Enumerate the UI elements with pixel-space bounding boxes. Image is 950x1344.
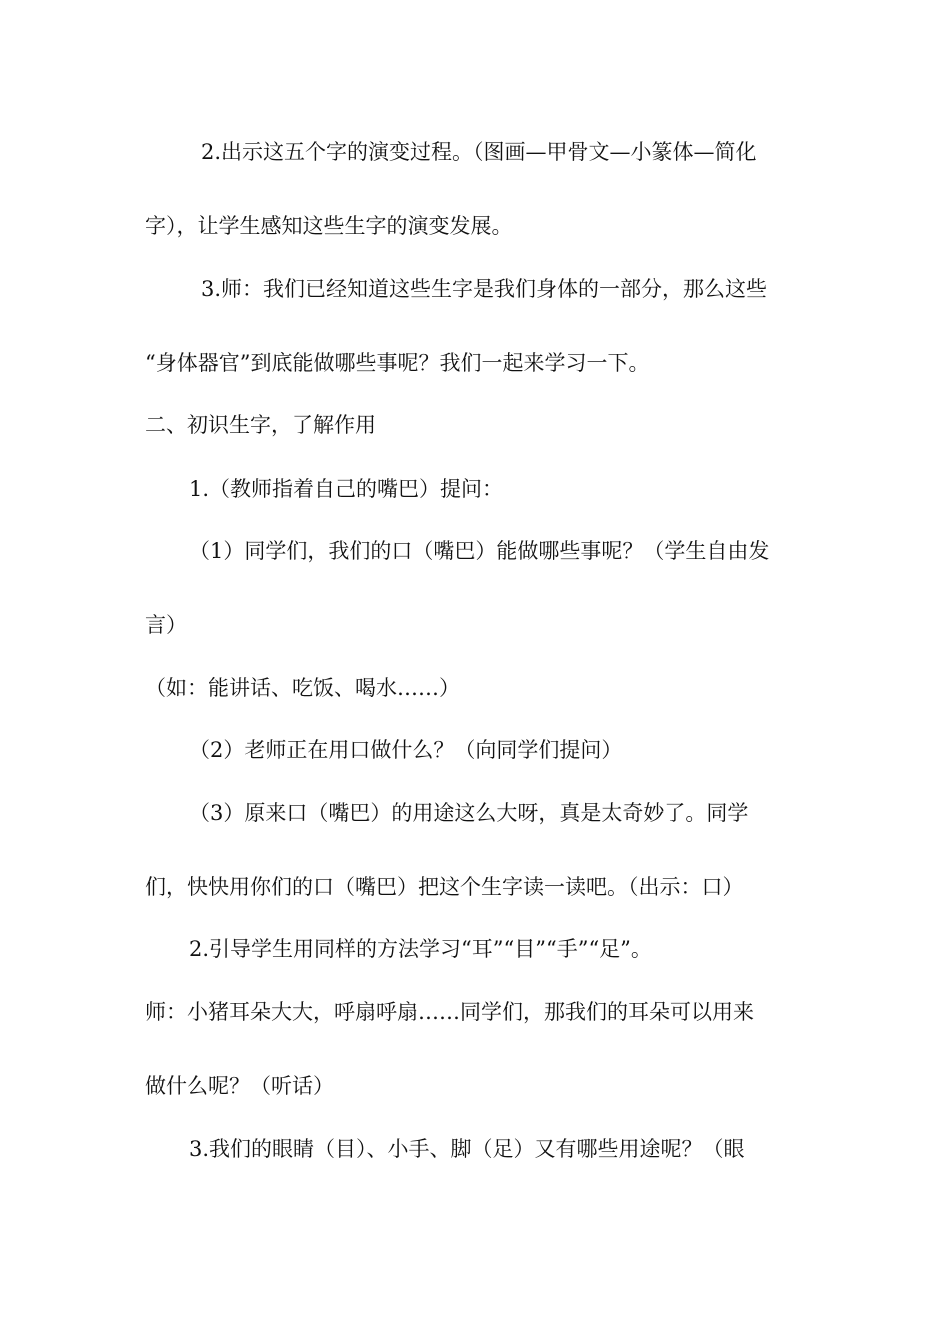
paragraph-teacher-line-1: 师：小猪耳朵大大，呼扇呼扇……同学们，那我们的耳朵可以用来 bbox=[145, 1000, 754, 1024]
paragraph-step-3-line-2: “身体器官”到底能做哪些事呢？我们一起来学习一下。 bbox=[145, 351, 650, 375]
paragraph-question-3-line-1: （3）原来口（嘴巴）的用途这么大呀，真是太奇妙了。同学 bbox=[189, 801, 749, 825]
paragraph-item-3: 3.我们的眼睛（目）、小手、脚（足）又有哪些用途呢？（眼 bbox=[189, 1137, 745, 1161]
paragraph-example: （如：能讲话、吃饭、喝水……） bbox=[145, 676, 460, 700]
paragraph-question-1-line-2: 言） bbox=[145, 613, 187, 637]
section-heading-2: 二、初识生字，了解作用 bbox=[145, 413, 376, 437]
paragraph-step-3-line-1: 3.师：我们已经知道这些生字是我们身体的一部分，那么这些 bbox=[201, 277, 768, 301]
paragraph-question-3-line-2: 们，快快用你们的口（嘴巴）把这个生字读一读吧。（出示：口） bbox=[145, 875, 744, 899]
paragraph-question-1-line-1: （1）同学们，我们的口（嘴巴）能做哪些事呢？（学生自由发 bbox=[189, 539, 770, 563]
paragraph-step-2-line-2: 字），让学生感知这些生字的演变发展。 bbox=[145, 214, 513, 238]
paragraph-teacher-line-2: 做什么呢？（听话） bbox=[145, 1074, 334, 1098]
paragraph-step-2-line-1: 2.出示这五个字的演变过程。（图画—甲骨文—小篆体—简化 bbox=[201, 140, 757, 164]
paragraph-question-2: （2）老师正在用口做什么？（向同学们提问） bbox=[189, 738, 623, 762]
paragraph-item-1: 1.（教师指着自己的嘴巴）提问： bbox=[189, 477, 504, 501]
paragraph-item-2: 2.引导学生用同样的方法学习“耳”“目”“手”“足”。 bbox=[189, 937, 652, 961]
